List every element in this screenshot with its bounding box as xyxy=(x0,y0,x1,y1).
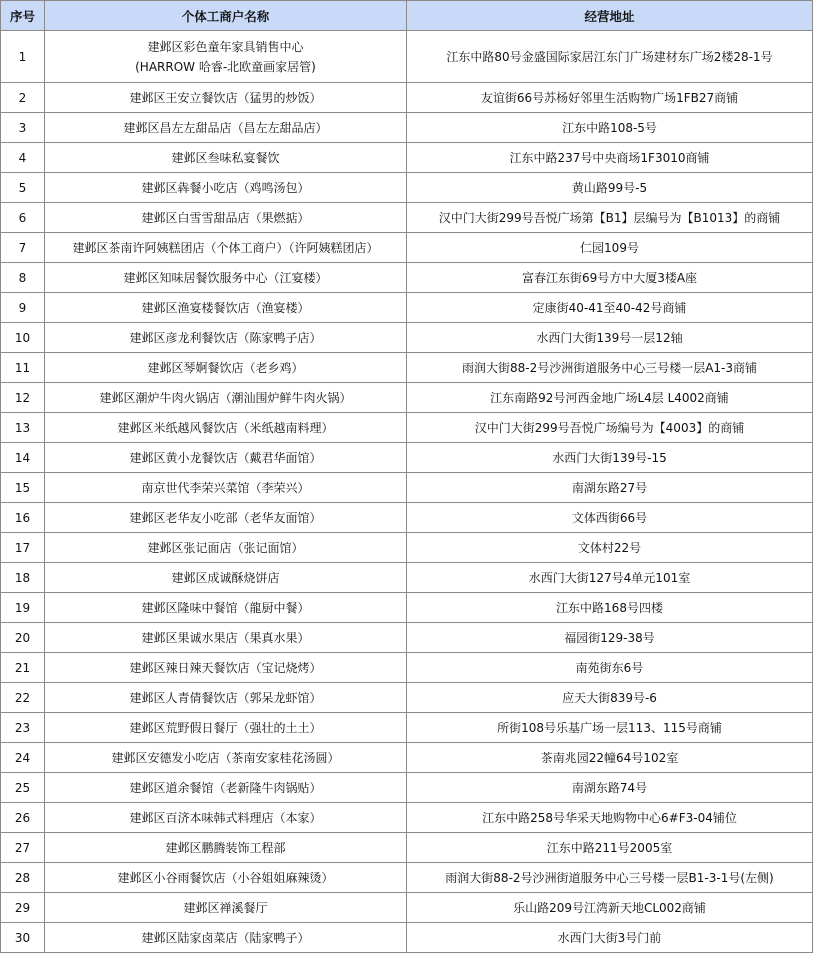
table-row xyxy=(1,563,813,593)
table-row xyxy=(1,203,813,233)
row-address: 江东中路108-5号 xyxy=(407,113,813,143)
table-row xyxy=(1,83,813,113)
table-row xyxy=(1,773,813,803)
row-index: 2 xyxy=(1,83,45,113)
table-row xyxy=(1,533,813,563)
row-merchant-name: 建邺区人青倩餐饮店（郭呆龙虾馆） xyxy=(45,683,407,713)
row-merchant-name: 建邺区张记面店（张记面馆） xyxy=(45,533,407,563)
header-index: 序号 xyxy=(1,1,45,31)
row-address: 定康街40-41至40-42号商铺 xyxy=(407,293,813,323)
row-index: 28 xyxy=(1,863,45,893)
row-index: 12 xyxy=(1,383,45,413)
row-merchant-name: 建邺区渔宴楼餐饮店（渔宴楼） xyxy=(45,293,407,323)
table-row xyxy=(1,473,813,503)
row-merchant-name: 建邺区禅溪餐厅 xyxy=(45,893,407,923)
row-address: 文体村22号 xyxy=(407,533,813,563)
row-merchant-name: 建邺区黄小龙餐饮店（戴君华面馆） xyxy=(45,443,407,473)
table-row xyxy=(1,623,813,653)
table-row xyxy=(1,503,813,533)
row-merchant-name: 建邺区犇餐小吃店（鸡鸣汤包） xyxy=(45,173,407,203)
row-merchant-name: 建邺区陆家卤菜店（陆家鸭子） xyxy=(45,923,407,953)
row-address: 南苑街东6号 xyxy=(407,653,813,683)
row-address: 福园街129-38号 xyxy=(407,623,813,653)
row-index: 4 xyxy=(1,143,45,173)
row-index: 20 xyxy=(1,623,45,653)
table-row xyxy=(1,893,813,923)
table-row xyxy=(1,263,813,293)
merchant-name-subline: (HARROW 哈睿-北欧童画家居管) xyxy=(135,59,316,74)
table-body xyxy=(1,31,813,953)
row-address: 江东中路237号中央商场1F3010商铺 xyxy=(407,143,813,173)
row-address: 雨润大街88-2号沙洲街道服务中心三号楼一层A1-3商铺 xyxy=(407,353,813,383)
row-address: 所街108号乐基广场一层113、115号商铺 xyxy=(407,713,813,743)
row-address: 水西门大街3号门前 xyxy=(407,923,813,953)
row-merchant-name: 建邺区鹏腾装饰工程部 xyxy=(45,833,407,863)
row-index: 25 xyxy=(1,773,45,803)
row-index: 18 xyxy=(1,563,45,593)
row-merchant-name: 建邺区茶南许阿姨糕团店（个体工商户）（许阿姨糕团店） xyxy=(45,233,407,263)
row-merchant-name: 建邺区白雪雪甜品店（果燃掂） xyxy=(45,203,407,233)
header-address: 经营地址 xyxy=(407,1,813,31)
row-index: 16 xyxy=(1,503,45,533)
row-address: 水西门大街139号-15 xyxy=(407,443,813,473)
row-merchant-name: 建邺区果诚水果店（果真水果） xyxy=(45,623,407,653)
row-address: 雨润大街88-2号沙洲街道服务中心三号楼一层B1-3-1号(左侧) xyxy=(407,863,813,893)
row-index: 23 xyxy=(1,713,45,743)
row-index: 1 xyxy=(1,31,45,83)
table-row xyxy=(1,113,813,143)
row-merchant-name: 建邺区王安立餐饮店（猛男的炒饭） xyxy=(45,83,407,113)
table-row xyxy=(1,293,813,323)
row-index: 7 xyxy=(1,233,45,263)
table-row xyxy=(1,653,813,683)
row-index: 22 xyxy=(1,683,45,713)
table-row xyxy=(1,923,813,953)
row-merchant-name: 建邺区米纸越风餐饮店（米纸越南料理） xyxy=(45,413,407,443)
header-row xyxy=(1,1,813,31)
table-row xyxy=(1,443,813,473)
table-row xyxy=(1,323,813,353)
row-address: 水西门大街139号一层12轴 xyxy=(407,323,813,353)
row-address: 南湖东路74号 xyxy=(407,773,813,803)
row-merchant-name: 建邺区老华友小吃部（老华友面馆） xyxy=(45,503,407,533)
table-row xyxy=(1,593,813,623)
header-name: 个体工商户名称 xyxy=(45,1,407,31)
row-address: 江东中路211号2005室 xyxy=(407,833,813,863)
row-merchant-name: 建邺区潮炉牛肉火锅店（潮汕围炉鲜牛肉火锅） xyxy=(45,383,407,413)
table-row xyxy=(1,803,813,833)
row-index: 15 xyxy=(1,473,45,503)
merchant-name-line: 建邺区彩色童年家具销售中心 xyxy=(147,39,304,54)
row-index: 13 xyxy=(1,413,45,443)
row-address: 江东中路168号四楼 xyxy=(407,593,813,623)
row-address: 江东中路258号华采天地购物中心6#F3-04铺位 xyxy=(407,803,813,833)
row-index: 10 xyxy=(1,323,45,353)
row-merchant-name: 建邺区道余餐馆（老新隆牛肉锅贴） xyxy=(45,773,407,803)
row-index: 27 xyxy=(1,833,45,863)
row-address: 江东南路92号河西金地广场L4层 L4002商铺 xyxy=(407,383,813,413)
row-address: 江东中路80号金盛国际家居江东门广场建材东广场2楼28-1号 xyxy=(407,31,813,83)
row-address: 汉中门大街299号吾悦广场编号为【4003】的商铺 xyxy=(407,413,813,443)
row-address: 茶南兆园22幢64号102室 xyxy=(407,743,813,773)
table-row xyxy=(1,413,813,443)
row-address: 友谊街66号苏杨好邻里生活购物广场1FB27商铺 xyxy=(407,83,813,113)
row-index: 17 xyxy=(1,533,45,563)
row-address: 应天大街839号-6 xyxy=(407,683,813,713)
row-index: 3 xyxy=(1,113,45,143)
row-merchant-name: 建邺区成诚酥烧饼店 xyxy=(45,563,407,593)
row-address: 南湖东路27号 xyxy=(407,473,813,503)
row-merchant-name: 建邺区辣日辣天餐饮店（宝记烧烤） xyxy=(45,653,407,683)
table-row xyxy=(1,683,813,713)
row-address: 乐山路209号江湾新天地CL002商铺 xyxy=(407,893,813,923)
table-row xyxy=(1,743,813,773)
row-index: 14 xyxy=(1,443,45,473)
row-index: 6 xyxy=(1,203,45,233)
row-index: 8 xyxy=(1,263,45,293)
row-index: 30 xyxy=(1,923,45,953)
row-merchant-name: 建邺区叁味私宴餐饮 xyxy=(45,143,407,173)
row-address: 仁园109号 xyxy=(407,233,813,263)
row-merchant-name: 建邺区安德发小吃店（茶南安家桂花汤圆） xyxy=(45,743,407,773)
row-index: 19 xyxy=(1,593,45,623)
table-row xyxy=(1,143,813,173)
row-address: 文体西街66号 xyxy=(407,503,813,533)
row-merchant-name: 建邺区隆味中餐馆（龍厨中餐） xyxy=(45,593,407,623)
row-merchant-name: 南京世代李荣兴菜馆（李荣兴） xyxy=(45,473,407,503)
row-merchant-name xyxy=(45,31,407,83)
table-row xyxy=(1,233,813,263)
row-address: 汉中门大街299号吾悦广场第【B1】层编号为【B1013】的商铺 xyxy=(407,203,813,233)
row-address: 黄山路99号-5 xyxy=(407,173,813,203)
table-row xyxy=(1,353,813,383)
table-row xyxy=(1,833,813,863)
row-merchant-name: 建邺区琴婀餐饮店（老乡鸡） xyxy=(45,353,407,383)
table-row xyxy=(1,863,813,893)
row-index: 26 xyxy=(1,803,45,833)
row-index: 5 xyxy=(1,173,45,203)
row-merchant-name: 建邺区荒野假日餐厅（强壮的土土） xyxy=(45,713,407,743)
row-index: 24 xyxy=(1,743,45,773)
row-address: 富春江东街69号方中大厦3楼A座 xyxy=(407,263,813,293)
row-merchant-name: 建邺区昌左左甜品店（昌左左甜品店） xyxy=(45,113,407,143)
row-merchant-name: 建邺区小谷雨餐饮店（小谷姐姐麻辣烫） xyxy=(45,863,407,893)
table-row xyxy=(1,31,813,83)
row-merchant-name: 建邺区彦龙利餐饮店（陈家鸭子店） xyxy=(45,323,407,353)
row-address: 水西门大街127号4单元101室 xyxy=(407,563,813,593)
row-merchant-name: 建邺区百济本味韩式料理店（本家） xyxy=(45,803,407,833)
row-index: 11 xyxy=(1,353,45,383)
table-row xyxy=(1,383,813,413)
table-row xyxy=(1,713,813,743)
row-index: 29 xyxy=(1,893,45,923)
row-merchant-name: 建邺区知味居餐饮服务中心（江宴楼） xyxy=(45,263,407,293)
row-index: 9 xyxy=(1,293,45,323)
table-row xyxy=(1,173,813,203)
row-index: 21 xyxy=(1,653,45,683)
